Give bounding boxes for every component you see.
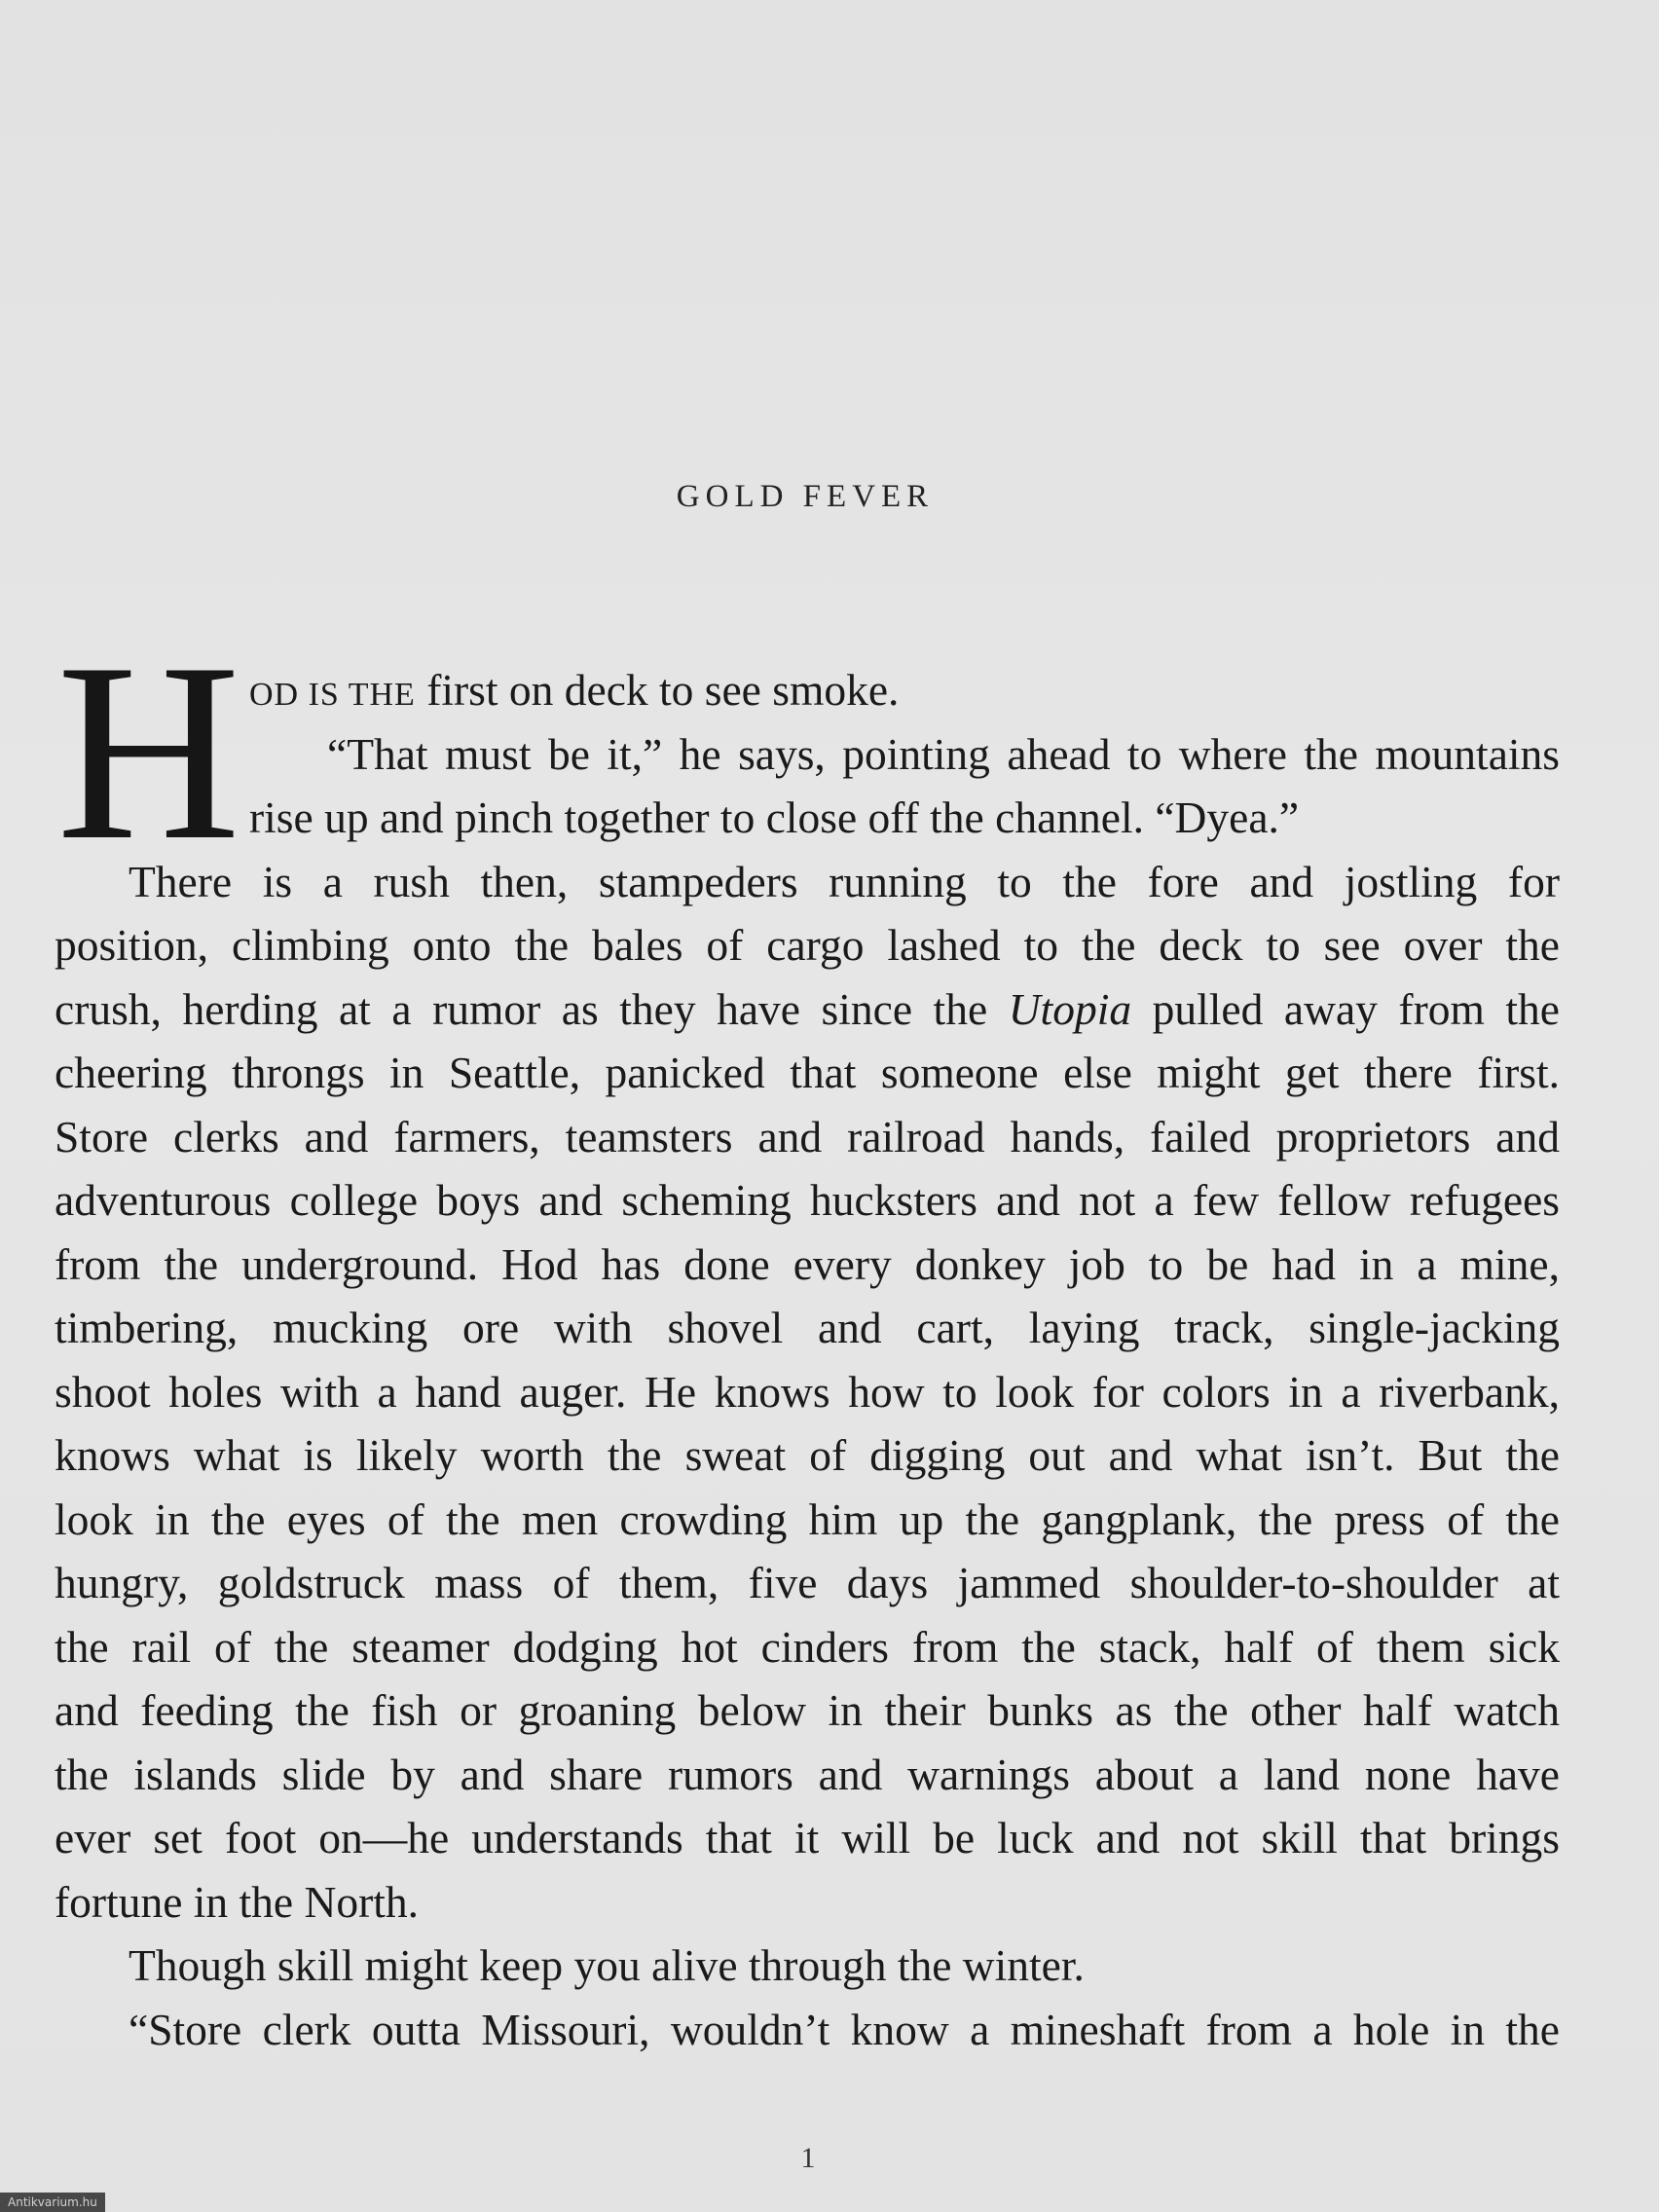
text-line: knows what is likely worth the sweat of digging out and what isn’t. But the	[55, 1430, 1560, 1480]
text-line: shoot holes with a hand auger. He knows how to look for colors in a riverbank,	[55, 1366, 1560, 1417]
body-text	[55, 658, 1560, 2061]
text-line: Store clerks and farmers, teamsters and railroad hands, failed proprietors and	[55, 1111, 1560, 1161]
small-caps-lead: OD IS THE	[249, 677, 416, 713]
text-line: fortune in the North.	[55, 1876, 420, 1927]
line-text: pulled away from the	[1131, 983, 1560, 1034]
text-line: timbering, mucking ore with shovel and cart, laying track, single-jacking	[55, 1303, 1560, 1352]
text-line: from the underground. Hod has done every donkey job to be had in a mine,	[55, 1238, 1560, 1289]
line-text: crush, herding at a rumor as they have since the	[55, 983, 1009, 1034]
page-number: 1	[800, 2142, 816, 2174]
text-line: position, climbing onto the bales of cargo lashed to the deck to see over the	[55, 920, 1560, 970]
text-line: rise up and pinch together to close off the channel. “Dyea.”	[249, 793, 1300, 842]
text-line: hungry, goldstruck mass of them, five days jammed shoulder-to-shoulder at	[55, 1558, 1560, 1607]
text-line: cheering throngs in Seattle, panicked that someone else might get there first.	[55, 1048, 1560, 1097]
text-line: “That must be it,” he says, pointing ahead to where the mountains	[327, 728, 1560, 779]
text-line: “Store clerk outta Missouri, wouldn’t know a mineshaft from a hole in the	[129, 2004, 1560, 2054]
text-line: Though skill might keep you alive through the winter.	[129, 1940, 1085, 1990]
text-line: ever set foot on—he understands that it will be luck and not skill that brings	[55, 1813, 1560, 1862]
text-line: and feeding the fish or groaning below in their bunks as the other half watch	[55, 1685, 1560, 1735]
chapter-title: GOLD FEVER	[676, 479, 935, 514]
text-line: the islands slide by and share rumors and warnings about a land none have	[55, 1749, 1560, 1799]
watermark: Antikvarium.hu	[0, 2193, 105, 2212]
text-line: There is a rush then, stampeders running to the fore and jostling for	[129, 856, 1560, 906]
text-line: look in the eyes of the men crowding him up the gangplank, the press of the	[55, 1493, 1560, 1544]
line-text: first on deck to see smoke.	[415, 665, 900, 715]
text-line	[55, 658, 1560, 722]
text-line: adventurous college boys and scheming hucksters and not a few fellow refugees	[55, 1175, 1560, 1225]
text-line	[55, 977, 1560, 1042]
italic-ship-name: Utopia	[1008, 983, 1132, 1034]
drop-cap: H	[56, 610, 241, 893]
text-line: the rail of the steamer dodging hot cinders from the stack, half of them sick	[55, 1621, 1560, 1672]
